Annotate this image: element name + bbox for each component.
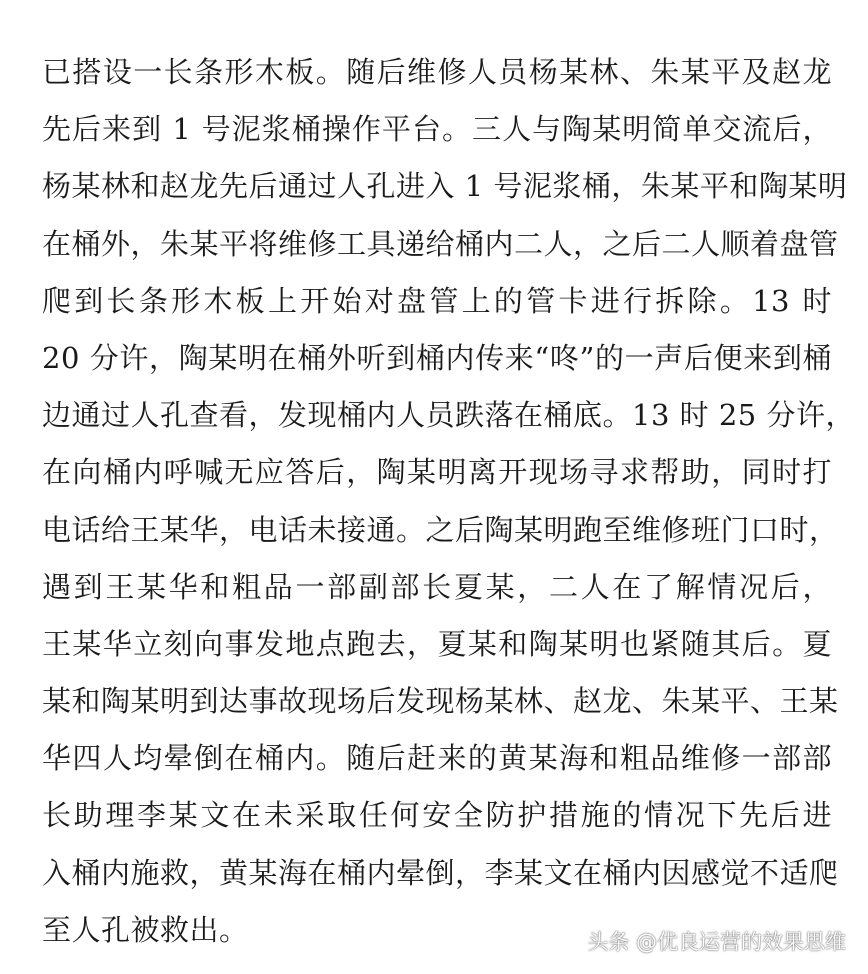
text-line: 20 分许，陶某明在桶外听到桶内传来“咚”的一声后便来到桶 (42, 340, 832, 375)
text-line: 边通过人孔查看，发现桶内人员跌落在桶底。13 时 25 分许， (42, 398, 855, 433)
text-line: 电话给王某华，电话未接通。之后陶某明跑至维修班门口时， (42, 512, 839, 547)
text-line: 在向桶内呼喊无应答后，陶某明离开现场寻求帮助，同时打 (42, 455, 832, 490)
text-line: 已搭设一长条形木板。随后维修人员杨某林、朱某平及赵龙 (42, 55, 832, 89)
watermark: 头条 @优良运营的效果思维 (587, 930, 846, 954)
text-line: 某和陶某明到达事故现场后发现杨某林、赵龙、朱某平、王某 (42, 684, 839, 719)
text-line: 王某华立刻向事发地点跑去，夏某和陶某明也紧随其后。夏 (42, 626, 832, 661)
text-line: 遇到王某华和粗品一部副部长夏某，二人在了解情况后， (42, 569, 832, 604)
text-line: 在桶外，朱某平将维修工具递给桶内二人，之后二人顺着盘管 (42, 226, 839, 261)
text-line: 至人孔被救出。 (42, 912, 249, 947)
text-line: 长助理李某文在未采取任何安全防护措施的情况下先后进 (42, 798, 832, 833)
text-line: 入桶内施救，黄某海在桶内晕倒，李某文在桶内因感觉不适爬 (42, 855, 839, 890)
text-line: 先后来到 1 号泥浆桶操作平台。三人与陶某明简单交流后， (42, 112, 832, 147)
text-line: 爬到长条形木板上开始对盘管上的管卡进行拆除。13 时 (42, 283, 832, 318)
text-line: 华四人均晕倒在桶内。随后赶来的黄某海和粗品维修一部部 (42, 741, 832, 776)
body-text (42, 44, 855, 959)
text-line: 杨某林和赵龙先后通过人孔进入 1 号泥浆桶，朱某平和陶某明 (42, 169, 848, 204)
